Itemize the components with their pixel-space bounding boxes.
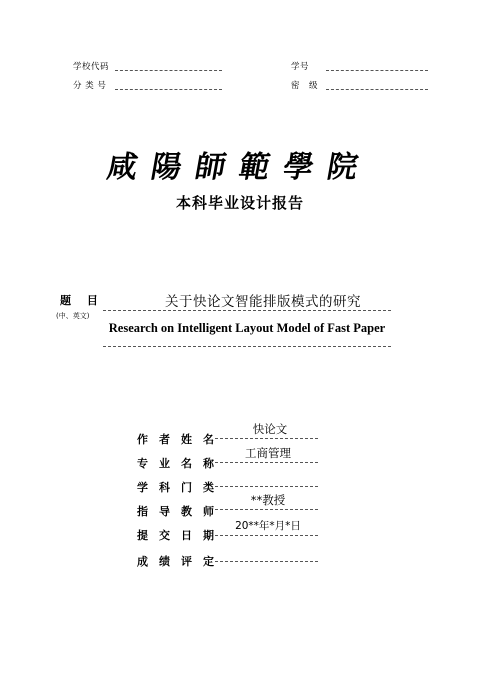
author-value: 快论文 — [252, 422, 288, 436]
report-title: 本科毕业设计报告 — [175, 194, 304, 212]
advisor-label: 指导教师 — [137, 505, 225, 518]
student-id-label: 学号 — [291, 62, 310, 72]
date-value: 20**年*月*日 — [235, 520, 301, 532]
title-english-line — [103, 346, 391, 347]
title-chinese-line — [103, 310, 391, 311]
school-code-label: 学校代码 — [73, 62, 110, 72]
subject-label: 学科门类 — [137, 481, 225, 494]
advisor-line — [215, 509, 318, 510]
topic-sublabel: (中、英文) — [56, 312, 90, 320]
grade-label: 成绩评定 — [137, 555, 225, 568]
university-name: 咸陽師範學院 — [104, 150, 375, 185]
school-code-line — [115, 70, 222, 71]
date-label: 提交日期 — [137, 529, 225, 542]
author-label: 作者姓名 — [137, 433, 225, 446]
major-label: 专业名称 — [137, 457, 225, 470]
category-label: 分 类 号 — [73, 81, 107, 91]
secrecy-line — [326, 89, 428, 90]
title-chinese: 关于快论文智能排版模式的研究 — [165, 294, 361, 310]
title-english: Research on Intelligent Layout Model of Fast Paper — [108, 321, 386, 335]
topic-label: 题 目 — [60, 294, 104, 307]
advisor-value: **教授 — [250, 493, 286, 507]
major-line — [215, 462, 318, 463]
major-value: 工商管理 — [245, 446, 291, 460]
grade-line — [215, 561, 318, 562]
category-line — [115, 89, 222, 90]
student-id-line — [326, 70, 428, 71]
secrecy-label: 密 级 — [291, 81, 319, 91]
date-line — [215, 535, 318, 536]
subject-line — [215, 486, 318, 487]
author-line — [215, 438, 318, 439]
